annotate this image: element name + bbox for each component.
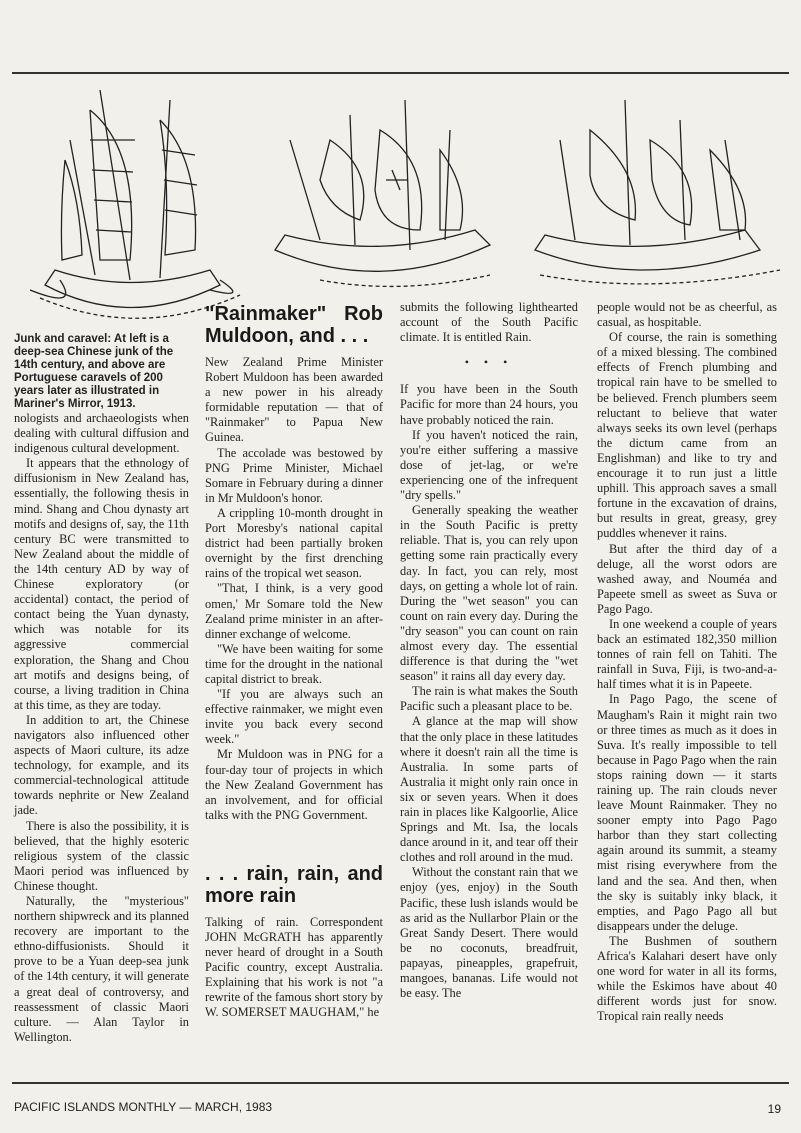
- article-headline-2: . . . rain, rain, and more rain: [205, 862, 383, 907]
- section-divider: • • •: [464, 355, 514, 370]
- article-headline: "Rainmaker" Rob Muldoon, and . . .: [205, 303, 383, 347]
- paragraph: Mr Muldoon was in PNG for a four-day tour of projects in which the New Zealand Government has an involvement, and for official talks with the PNG Government.: [205, 747, 383, 822]
- paragraph: But after the third day of a deluge, all the worst odors are washed away, and Nouméa and Papeete smell as sweet as Suva or Pago Pago.: [597, 541, 777, 616]
- paragraph: The rain is what makes the South Pacific such a pleasant place to be.: [400, 684, 578, 714]
- ships-illustration: [20, 80, 790, 330]
- paragraph: Without the constant rain that we enjoy (yes, enjoy) in the South Pacific, these lush islands would be as arid as the Nullarbor Plain or the Great Sandy Desert. There would be no coconuts, breadfruit, papayas, pineapples, grapefruit, mangoes, bananas. Life would not be easy. The: [400, 865, 578, 1001]
- paragraph: people would not be as cheerful, as casual, as hospitable.: [597, 300, 777, 330]
- paragraph: submits the following lighthearted account of the South Pacific climate. It is entitled Rain.: [400, 300, 578, 345]
- illustration-caption: Junk and caravel: At left is a deep-sea Chinese junk of the 14th century, and above are Portuguese caravels of 200 years later as illustrated in Mariner's Mirror, 1913.: [14, 333, 174, 410]
- column-2: [205, 303, 383, 1021]
- paragraph: There is also the possibility, it is believed, that the highly esoteric religious system of the classic Maori period was influenced by Chinese thought.: [14, 818, 189, 893]
- column-3: [400, 300, 578, 1001]
- paragraph: A crippling 10-month drought in Port Moresby's national capital district had been partially broken overnight by the first drenching rains of the tropical wet season.: [205, 505, 383, 581]
- paragraph: nologists and archaeologists when dealing with cultural diffusion and indigenous cultural development.: [14, 411, 189, 456]
- bottom-rule: [12, 1082, 789, 1084]
- paragraph: In Pago Pago, the scene of Maugham's Rain it might rain two or three times as much as it does in Suva. It's really impossible to tell because in Pago Pago when the rain stops raining down — it starts raining up. The rain clouds never leave Mount Rainmaker. They no sooner empty into Pago Pago harbor than they start collecting again around its summit, a steamy mist rising everywhere from the land and the sea. And then, when the sky is suitably inky black, it empties, and Pago Pago all but disappears under the deluge.: [597, 692, 777, 933]
- paragraph: A glance at the map will show that the only place in these latitudes where it doesn't rain all the time is Australia. In some parts of Australia it might only rain once in six or seven years. When it does rain in places like Kalgoorlie, Alice Springs and Mt. Isa, the locals dance around in it, and tear off their clothes and roll around in the mud.: [400, 714, 578, 865]
- paragraph: In addition to art, the Chinese navigators also influenced other aspects of Maori culture, its adze technology, for example, and its commercial-technological attitude towards nephrite or New Zealand jade.: [14, 712, 189, 818]
- column-1: [14, 333, 189, 1045]
- page-number: 19: [767, 1102, 781, 1116]
- top-rule: [12, 72, 789, 74]
- paragraph: In one weekend a couple of years back an estimated 182,350 million tonnes of rain fell on Tahiti. The rainfall in Suva, Fiji, is two-and-a-half times what it is in Papeete.: [597, 616, 777, 692]
- paragraph: "That, I think, is a very good omen,' Mr Somare told the New Zealand prime minister in an after-dinner exchange of welcome.: [205, 581, 383, 641]
- paragraph: If you have been in the South Pacific for more than 24 hours, you have probably noticed the rain.: [400, 382, 578, 427]
- paragraph: The accolade was bestowed by PNG Prime Minister, Michael Somare in February during a dinner in Mr Muldoon's honor.: [205, 445, 383, 505]
- paragraph: "If you are always such an effective rainmaker, we might even invite you back every second week.": [205, 687, 383, 747]
- paragraph: Generally speaking the weather in the South Pacific is pretty reliable. That is, you can rely upon getting some rain practically every day. In fact, you can rely, most days, on getting a whole lot of rain. During the "wet season" you can count on rain every day. During the "dry season" you can count on rain almost every day. The essential difference is that during the "wet season" it rains all day every day.: [400, 503, 578, 684]
- publication-footer: PACIFIC ISLANDS MONTHLY — MARCH, 1983: [14, 1100, 273, 1114]
- column-4: [597, 300, 777, 1025]
- paragraph: If you haven't noticed the rain, you're either suffering a massive dose of jet-lag, or we're experiencing one of the infrequent "dry spells.": [400, 427, 578, 503]
- paragraph: Talking of rain. Correspondent JOHN McGRATH has apparently never heard of drought in a South Pacific country, except Australia. Explaining that his work is not "a rewrite of the famous short story by W. SOMERSET MAUGHAM," he: [205, 914, 383, 1020]
- paragraph: "We have been waiting for some time for the drought in the national capital district to break.: [205, 641, 383, 686]
- paragraph: It appears that the ethnology of diffusionism in New Zealand has, essentially, the following thesis in mind. Shang and Chou dynasty art motifs and designs of, say, the 11th century BC were transmitted to New Zealand about the middle of the 14th century AD by way of Chinese exploratory (or accidental) contact, the period of contact being the Yuan dynasty, which was notable for its aggressive commercial exploration, the Shang and Chou art motifs and designs being, of course, a living tradition in China at this time, as they are today.: [14, 456, 189, 712]
- paragraph: Of course, the rain is something of a mixed blessing. The combined effects of French plumbing and tropical rain have to be smelled to be believed. French plumbers seem reluctant to believe that water always seeks its own level (perhaps the dictum came from an Englishman) and like to try and encourage it to run just a little uphill. This approach saves a small fortune in the excavation of drains, but results in great, greasy, grey puddles whenever it rains.: [597, 330, 777, 541]
- paragraph: New Zealand Prime Minister Robert Muldoon has been awarded a new power in his already formidable reputation — that of "Rainmaker" to Papua New Guinea.: [205, 355, 383, 445]
- paragraph: The Bushmen of southern Africa's Kalahari desert have only one word for water in all its forms, while the Eskimos have about 40 different words just for snow. Tropical rain really needs: [597, 933, 777, 1024]
- paragraph: Naturally, the "mysterious" northern shipwreck and its planned recovery are important to the ethno-diffusionists. Should it prove to be a Yuan deep-sea junk of the 14th century, it will generate a great deal of controversy, and reassessment of classic Maori culture. — Alan Taylor in Wellington.: [14, 894, 189, 1044]
